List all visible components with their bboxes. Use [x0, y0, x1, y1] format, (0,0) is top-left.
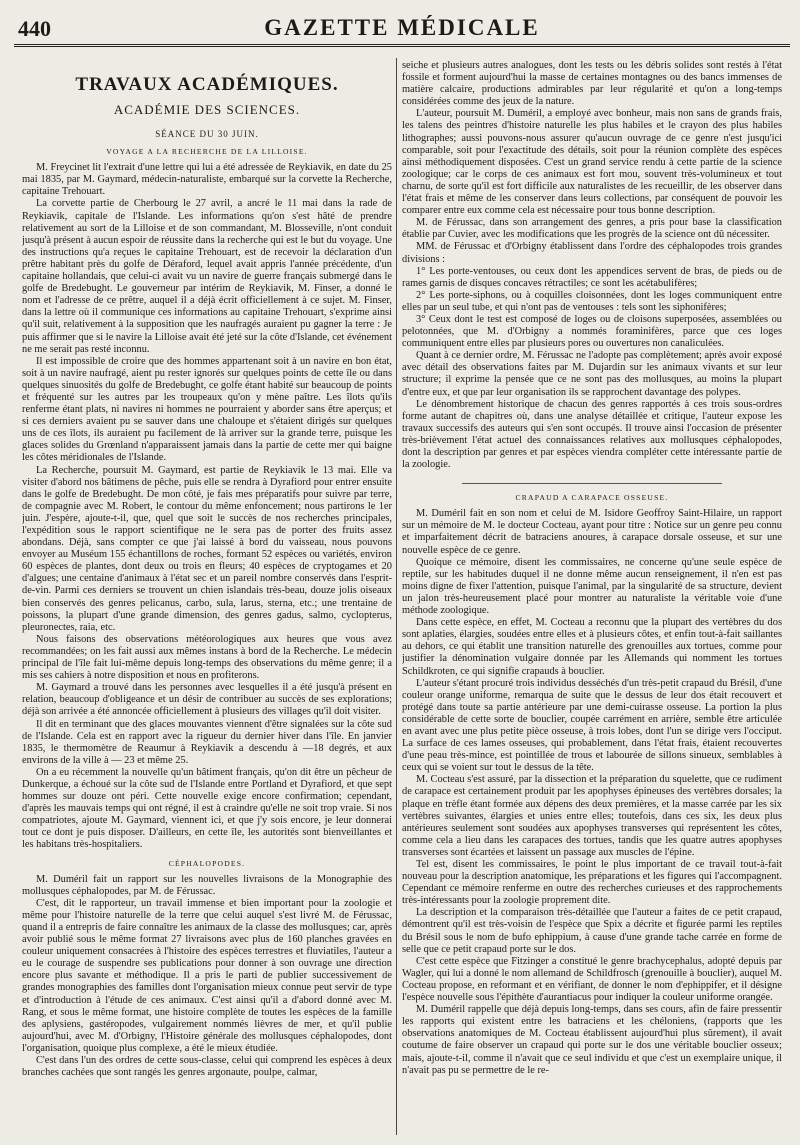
column-divider [396, 58, 397, 1135]
paragraph: M. Gaymard a trouvé dans les personnes avec lesquelles il a été jusqu'à présent en relation, beaucoup d'obligeance et un désir de contribuer au succès de ses explorations; déjà son arrivée a été annoncée officiellement à plusieurs des villages qu'il doit visiter. [22, 682, 392, 718]
page-header [14, 14, 790, 47]
paragraph: C'est cette espèce que Fitzinger a constitué le genre brachycephalus, adopté depuis par Wagler, qui lui a donné le nom allemand de Schildfrosch (grenouille à bouclier), auquel M. Cocteau propose, en reformant et en vérifiant, de donner le nom d'ephippifer, et il désigne l'espèce nouvelle sous l'épithète d'aurantiacus pour indiquer la couleur uniforme orangée. [402, 955, 782, 1004]
paragraph: L'auteur s'étant procuré trois individus desséchés d'un très-petit crapaud du Brésil, d'une couleur orange uniforme, remarqua de suite que le dessus de leur dos était recouvert et protégé dans toute sa partie antérieure par une demi-cuirasse osseuse. La portion la plus considérable de cette sorte de bouclier, coupée carrément en arrière, semble être articulée en avant avec une plus petite pièce osseuse, à trois lobes, dont l'un se dirige vers l'occiput. La surface de ces lames osseuses, qui probablement, dans l'état frais, étaient recouvertes d'une peau très-mince, est pointillée de trous et labourée de sillons sinueux, semblables à ceux qui se voient sur tout le dessus de la tête. [402, 677, 782, 774]
page-number: 440 [18, 16, 51, 41]
journal-title: GAZETTE MÉDICALE [264, 15, 540, 40]
paragraph: M. de Férussac, dans son arrangement des genres, a pris pour base la classification établie par Cuvier, avec les modifications que les progrès de la science ont dû nécessiter. [402, 217, 782, 241]
paragraph: La description et la comparaison très-détaillée que l'auteur a faites de ce petit crapaud, démontrent qu'il est très-voisin de l'espèce que Spix a décrite et figurée parmi les reptiles du Brésil sous le nom de bufo ephippium, à cause d'une grande tache carrée en forme de selle que ce petit crapaud porte sur le dos. [402, 907, 782, 955]
paragraph: On a eu récemment la nouvelle qu'un bâtiment français, qu'on dit être un pêcheur de Dunkerque, a échoué sur la côte sud de l'Islande entre Portland et Dyrafiord, et que sept hommes sur douze ont péri. Cette nouvelle exige encore confirmation; cependant, d'après les mauvais temps qui ont régné, il est à craindre qu'elle ne soit trop vraie. Si nos compatriotes, ajoute M. Gaymard, viennent ici, et que j'y sois encore, je leur donnerai tout ce dont je puis disposer. D'ailleurs, en cette île, les autorités sont bienveillantes et les habitans très-hospitaliers. [22, 766, 392, 851]
paragraph: Il dit en terminant que des glaces mouvantes viennent d'être signalées sur la côte sud de l'Islande. Cela est en rapport avec la rigueur du dernier hiver dans l'île. En janvier 1835, le thermomètre de Reaumur à Reykiavik a descendu à —18 degrés, et aux environs de la ville à — 23 et même 25. [22, 718, 392, 766]
paragraph: 1° Les porte-ventouses, ou ceux dont les appendices servent de bras, de pieds ou de rames garnis de disques concaves rétractiles; ce sont les acétabulifères; [402, 265, 782, 289]
paragraph: La Recherche, poursuit M. Gaymard, est partie de Reykiavik le 13 mai. Elle va visiter d'abord nos bâtimens de pêche, puis elle se rendra à Dyrafiord pour entrer ensuite dans le golfe de Bredebught. De mon côté, je fais mes préparatifs pour suivre par terre, de compagnie avec M. Robert, le contour du même enfoncement; nous partirons le 1er juin. J'espère, ajoute-t-il, que, quel que soit le succès de nos recherches principales, l'expédition sous le rapport scientifique ne le sera pas de porter des fruits assez abondans. Déjà, sans compter ce que j'ai laissé à bord du vaisseau, nous pouvons envoyer au Muséum 155 échantillons de roches, formant 52 espèces ou variétés, environ 60 espèces de plantes, dont deux ou trois en fleurs; 40 espèces de cryptogames et 20 d'algues; une centaine d'animaux à l'état sec et un pareil nombre conservés dans l'esprit-de-vin. Parmi ces derniers se trouvent un chien islandais très-beau, douze jolis oiseaux bien conservés des genres pelicanus, carbo, sula, larus, sterna, etc.; une trentaine de poissons, la plupart d'une grande dimension, des genres gadus, salmo, cyclopterus, pleuronectes, raia, etc. [22, 464, 392, 633]
paragraph: Nous faisons des observations météorologiques aux heures que vous avez recommandées; on les fait aussi aux mêmes instans à bord de la Recherche. Le médecin principal de l'île fait lui-même depuis long-temps des observations du même genre; il a mis ses cahiers à notre disposition et nous en profiterons. [22, 633, 392, 682]
section-title: TRAVAUX ACADÉMIQUES. [75, 74, 339, 95]
paragraph: 3° Ceux dont le test est composé de loges ou de cloisons superposées, assemblées ou pelotonnées, que M. d'Orbigny a nommés foraminifères, parce que ces loges communiquent entre elles par plusieurs pores ou ouvertures non canaliculées. [402, 313, 782, 350]
paragraph: Le dénombrement historique de chacun des genres rapportés à ces trois sous-ordres forme autant de chapitres où, dans une analyse détaillée et critique, l'auteur expose les travaux successifs des auteurs qui s'en sont occupés. Il trouve ainsi l'occasion de présenter très-brièvement l'état actuel des connaissances relatives aux mollusques céphalopodes, dont la description par genres et par espèces viendra compléter cette intéressante partie de la zoologie. [402, 398, 782, 471]
right-column [402, 60, 782, 1137]
heading-crapaud: CRAPAUD A CARAPACE OSSEUSE. [515, 493, 669, 503]
paragraph: Quant à ce dernier ordre, M. Férussac ne l'adopte pas complètement; après avoir exposé avec détail des observations faites par M. Dujardin sur les animaux vivants et sur leur structure; il exprime la pensée que ce ne sont pas des mollusques, au moins la plupart d'entre eux, et que par leur organisation ils se rapprochent davantage des polypes. [402, 350, 782, 398]
academy-title: ACADÉMIE DES SCIENCES. [113, 102, 301, 117]
paragraph: seiche et plusieurs autres analogues, dont les tests ou les débris solides sont restés à l'état fossile et forment aujourd'hui la masse de certaines montagnes ou des bancs immenses de matière calcaire, productions admirables par leur régularité et qu'on a long-temps considérées comme des jeux de la nature. [402, 60, 782, 108]
paragraph: M. Duméril fait en son nom et celui de M. Isidore Geoffroy Saint-Hilaire, un rapport sur un mémoire de M. le docteur Cocteau, ayant pour titre : Notice sur un genre peu connu et imparfaitement décrit de batraciens anoures, à carapace dorsale osseuse, et sur une nouvelle espèce de ce genre. [402, 508, 782, 556]
paragraph: C'est dans l'un des ordres de cette sous-classe, celui qui comprend les espèces à deux branches cachées que sont rangés les genres argonaute, poulpe, calmar, [22, 1055, 392, 1079]
paragraph: L'auteur, poursuit M. Duméril, a employé avec bonheur, mais non sans de grands frais, les talens des peintres d'histoire naturelle les plus habiles et le crayon des plus habiles lithographes; aussi pouvons-nous assurer qu'aucun ouvrage de ce genre n'est jusqu'ici comparable, soit pour l'exactitude des détails, soit pour la réunion complète des espèces ainsi méthodiquement disposées. C'est un grand service rendu à cette partie de la science zoologique; car le corps de ces animaux est fort mou, souvent très-volumineux et tout charnu, de sorte qu'il est fort difficile aux naturalistes de les recueillir, de les observer dans l'état frais et même de les conserver dans leurs collections, par conséquent de pouvoir les comparer entre eux comme cela est nécessaire pour tous bonne description. [402, 108, 782, 217]
heading-lilloise: VOYAGE A LA RECHERCHE DE LA LILLOISE. [106, 147, 308, 157]
paragraph: M. Duméril rappelle que déjà depuis long-temps, dans ses cours, afin de faire pressentir les rapports qui existent entre les batraciens et les chéloniens, (rapports que les observations anatomiques de M. Cocteau établissent aujourd'hui plus sûrement), il avait coutume de faire observer un crapaud qui porte sur le dos une véritable bouclier osseux; mais, ajoute-t-il, comme il n'avait que ce seul individu et que c'est un exemplaire unique, il n'avait pas pu se permettre de le re- [402, 1004, 782, 1076]
paragraph: M. Duméril fait un rapport sur les nouvelles livraisons de la Monographie des mollusques céphalopodes, par M. de Férussac. [22, 873, 392, 897]
paragraph: C'est, dit le rapporteur, un travail immense et bien important pour la zoologie et même pour l'histoire naturelle de la terre que celui auquel s'est livré M. de Férussac, quand il a entrepris de faire connaître les animaux de la classe des mollusques; car, après avoir publié sous le même format 27 livraisons avec plus de 160 planches gravées en couleur uniquement consacrées à l'histoire des espèces terrestres et fluviatiles, l'auteur a eu le courage de suspendre ses publications pour donner à son ouvrage une direction encore plus savante et méthodique. Il a pris le parti de publier successivement de grandes monographies des familles dont l'organisation mieux connue peut servir de type et d'introduction à l'étude de ces animaux. C'est ainsi qu'il a d'abord donné avec M. Rang, et sous le même format, une histoire complète de toutes les espèces de la famille des aplysiens, gastéropodes, vulgairement nommés lièvres de mer, et qu'il publie aujourd'hui, avec M. d'Orbigny, l'Histoire générale des mollusques céphalopodes, dont l'organisation, quoique plus complexe, a été le mieux étudiée. [22, 897, 392, 1054]
paragraph: Quoique ce mémoire, disent les commissaires, ne concerne qu'une seule espèce de reptile, sur les habitudes duquel il ne donne même aucun renseignement, il n'en est pas moins digne de fixer l'attention, puisque l'animal, par la singularité de sa structure, devient un jalon très-heureusement placé pour montrer au naturaliste la véritable voie d'une méthode zoologique. [402, 556, 782, 617]
paragraph: La corvette partie de Cherbourg le 27 avril, a ancré le 11 mai dans la rade de Reykiavik, capitale de l'Islande. Les informations qu'on s'est hâté de prendre relativement au sort de la Lilloise et de son commandant, M. Blosseville, n'ont conduit jusqu'à présent à aucun espoir de réussite dans la recherche qui est le but du voyage. Une des instructions qu'a reçues le capitaine Trehouart, est de recevoir la déclaration d'un prêtre habitant près du golfe de Déraford, lequel avait appris l'année précédente, d'un capitaine hollandais, que celui-ci avait vu un navire de guerre français submergé dans le golfe de Bredebught. Le gouverneur par intérim de Reykiavik, M. Finser, a donné le nom et l'adresse de ce prêtre, auquel il a déjà écrit officiellement à ce sujet. M. Finser, dans la lettre où il communique ces informations au capitaine Trehouart, s'exprime ainsi qu'il suit, relativement à la supposition que les naufragés auraient pu gagner la terre : Je puis affirmer que si le navire la Lilloise avait été jeté sur la côte d'Islande, cet événement ne me serait pas resté inconnu. [22, 198, 392, 355]
paragraph: M. Freycinet lit l'extrait d'une lettre qui lui a été adressée de Reykiavik, en date du 25 mai 1835, par M. Gaymard, médecin-naturaliste, embarqué sur la corvette la Recherche, capitaine Trehouart. [22, 162, 392, 198]
heading-cephalopodes: CÉPHALOPODES. [168, 858, 246, 868]
paragraph: 2° Les porte-siphons, ou à coquilles cloisonnées, dont les loges communiquent entre elles par un seul tube, et qui n'ont pas de ventouses : tels sont les siphonifères; [402, 289, 782, 313]
paragraph: Il est impossible de croire que des hommes appartenant soit à un navire en bon état, soit à un navire naufragé, aient pu rester ignorés sur quelques points de cette île ou dans quelques sinuosités du golfe de Bredebught, ce golfe étant habité sur beaucoup de points et fréquenté sur les autres par les troupeaux qu'on y mène paître. Les îlots qu'ils renferme étant plats, ni navires ni hommes ne pourraient y aborder sans être aperçus; et si ces derniers avaient pu se sauver dans une chaloupe et s'étaient dirigés sur quelques uns de ces îlots, ils auraient pu facilement de là arriver sur la grande terre, puisque les glaces solides du Grœnland n'apparaissent jamais dans la partie de cette mer qui baigne les côtes méridionales de l'Islande. [22, 355, 392, 464]
paragraph: M. Cocteau s'est assuré, par la dissection et la préparation du squelette, que ce rudiment de carapace est certainement produit par les apophyses épineuses des vertèbres dorsales; la plaque en trèfle étant formée aux dépens des deux premières, et la masse carrée par les six vertèbres suivantes, élargies et unies entre elles; toutefois, dans ces six, les deux plus antérieures seulement sont soudées aux apophyses transverses qui représentent les côtes, comme cela a lieu dans les carapaces des tortues, tandis que les quatre autres apophyses transverses sont écartées et laissent un passage aux muscles de l'épine. [402, 774, 782, 858]
section-rule [462, 483, 722, 484]
left-column [22, 60, 392, 1137]
paragraph: MM. de Férussac et d'Orbigny établissent dans l'ordre des céphalopodes trois grandes divisions : [402, 241, 782, 265]
paragraph: Tel est, disent les commissaires, le point le plus important de ce travail tout-à-fait nouveau pour la description anatomique, les préparations et les figures qui l'accompagnent. Cependant ce mémoire renferme en outre des recherches curieuses et des rapprochements très-intéressants pour la zoologie proprement dite. [402, 859, 782, 907]
session-date: SÉANCE DU 30 JUIN. [155, 129, 259, 139]
paragraph: Dans cette espèce, en effet, M. Cocteau a reconnu que la plupart des vertèbres du dos sont aplaties, élargies, soudées entre elles et à plusieurs côtes, et enfin tout-à-fait saillantes au dehors, ce qui établit une transition naturelle des grenouilles aux tortues, comme pour justifier la dénomination vulgaire donnée par les Allemands qui nomment les tortues Schildkroten, ce qui signifie crapauds à bouclier. [402, 617, 782, 677]
